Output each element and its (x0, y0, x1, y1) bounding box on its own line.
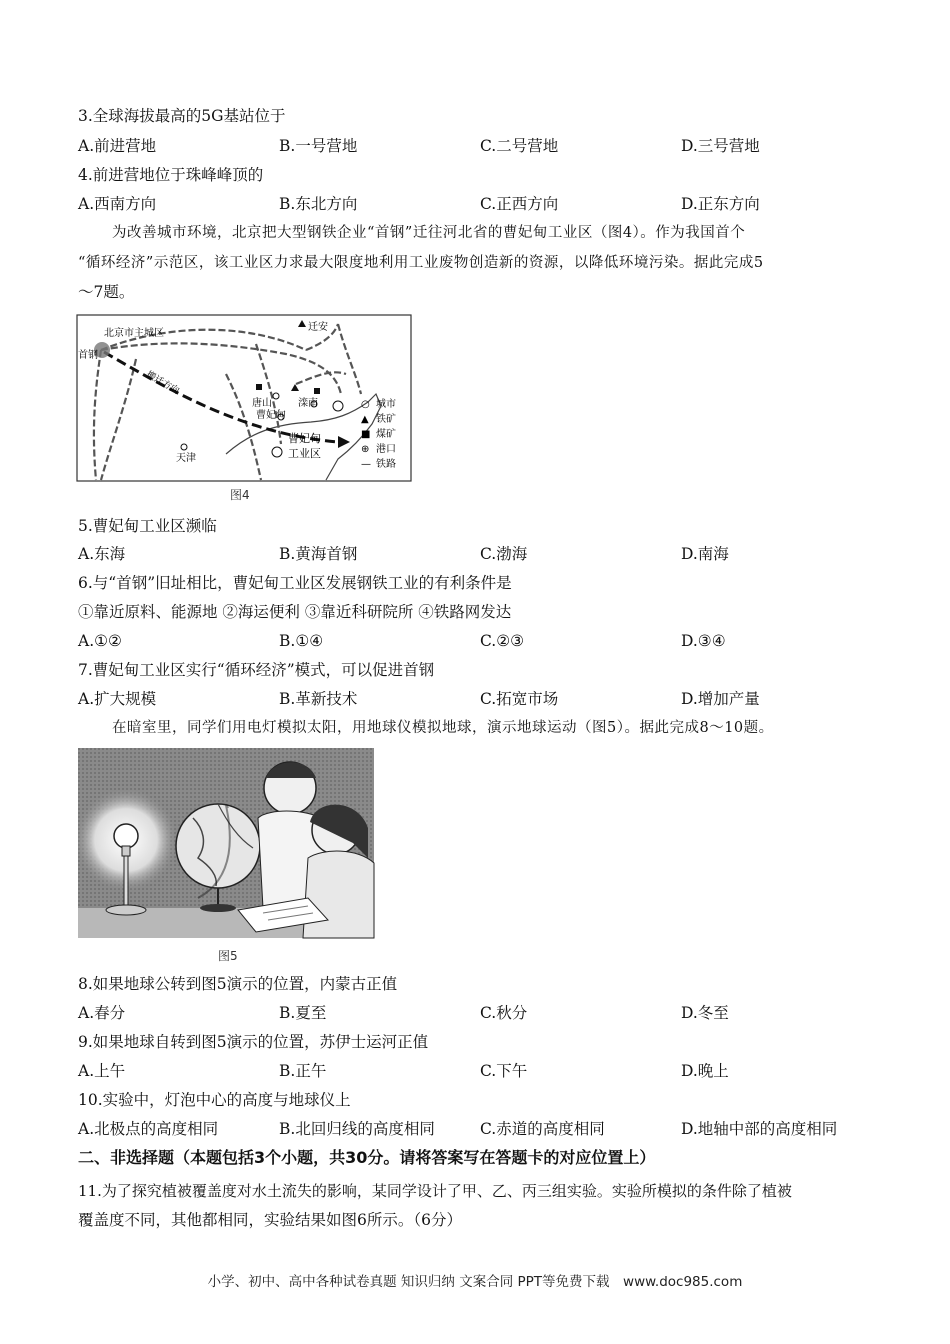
question-11-line-2: 覆盖度不同，其他都相同，实验结果如图6所示。（6分） (78, 1211, 462, 1229)
city-tianjin-icon (181, 444, 187, 450)
question-5-stem: 5.曹妃甸工业区濒临 (78, 517, 217, 535)
passage-2-line-1: 在暗室里，同学们用电灯模拟太阳，用地球仪模拟地球，演示地球运动（图5）。据此完成8～10题。 (112, 720, 774, 736)
bulb-socket (122, 846, 130, 856)
page-footer: 小学、初中、高中各种试卷真题 知识归纳 文案合同 PPT等免费下载 www.doc985.com (207, 1274, 743, 1290)
map-label-zone-2: 工业区 (288, 447, 321, 460)
question-5-option-d: D.南海 (681, 545, 729, 563)
coal-mine-icon (256, 384, 262, 390)
question-9-option-d: D.晚上 (681, 1062, 729, 1080)
girl-body (303, 851, 374, 938)
question-6-conditions: ①靠近原料、能源地 ②海运便利 ③靠近科研院所 ④铁路网发达 (78, 603, 512, 621)
map-label-tangshan: 唐山 (252, 398, 272, 409)
legend-symbol-port: ⊕ (361, 444, 370, 455)
legend-symbol-city: ○ (361, 399, 370, 410)
map-label-zone-1: 曹妃甸 (288, 432, 321, 445)
question-6-option-d: D.③④ (681, 632, 726, 650)
lamp-base (106, 905, 146, 915)
map-label-beijing: 北京市主城区 (104, 328, 164, 339)
figure-5-illustration (78, 748, 378, 966)
legend-label-city: 城市 (376, 399, 396, 410)
map-label-caofeidian: 曹妃甸 (256, 410, 286, 421)
question-3-option-d: D.三号营地 (681, 137, 760, 155)
city-tangshan-icon (273, 393, 279, 399)
figure-5-caption: 图5 (218, 949, 238, 963)
question-8-option-b: B.夏至 (279, 1004, 327, 1022)
question-5-option-a: A.东海 (78, 545, 126, 563)
map-legend (361, 397, 396, 470)
question-5-option-c: C.渤海 (480, 545, 528, 563)
map-label-direction: 搬迁方向 (144, 369, 181, 397)
question-6-stem: 6.与“首钢”旧址相比，曹妃甸工业区发展钢铁工业的有利条件是 (78, 574, 512, 592)
map-label-shougang: 首钢 (78, 350, 98, 361)
question-6-option-a: A.①② (78, 632, 122, 650)
question-8-stem: 8.如果地球公转到图5演示的位置，内蒙古正值 (78, 975, 398, 993)
question-3-option-b: B.一号营地 (279, 137, 358, 155)
legend-label-coal: 煤矿 (376, 429, 396, 440)
legend-symbol-iron: ▲ (361, 414, 369, 425)
question-7-option-c: C.拓宽市场 (480, 690, 559, 708)
question-4-option-d: D.正东方向 (681, 195, 760, 213)
map-label-luannan: 滦南 (298, 398, 318, 409)
legend-label-rail: 铁路 (376, 459, 396, 470)
lamp-stem (124, 856, 128, 908)
question-5-option-b: B.黄海首钢 (279, 545, 358, 563)
question-6-option-c: C.②③ (480, 632, 525, 650)
question-11-line-1: 11.为了探究植被覆盖度对水土流失的影响，某同学设计了甲、乙、丙三组实验。实验所模拟的条件除了植被 (78, 1182, 792, 1200)
question-7-option-a: A.扩大规模 (78, 690, 157, 708)
map-frame (77, 315, 411, 481)
question-10-option-b: B.北回归线的高度相同 (279, 1120, 435, 1138)
question-9-stem: 9.如果地球自转到图5演示的位置，苏伊士运河正值 (78, 1033, 429, 1051)
legend-label-iron: 铁矿 (376, 414, 396, 425)
figure-4-caption: 图4 (230, 488, 250, 502)
question-7-option-d: D.增加产量 (681, 690, 760, 708)
question-4-option-c: C.正西方向 (480, 195, 559, 213)
question-10-option-a: A.北极点的高度相同 (78, 1120, 219, 1138)
light-bulb-icon (114, 824, 138, 848)
passage-1-line-1: 为改善城市环境，北京把大型钢铁企业“首钢”迁往河北省的曹妃甸工业区（图4）。作为我国首个 (112, 225, 746, 241)
passage-1-line-3: ～7题。 (78, 283, 135, 301)
question-3-stem: 3.全球海拔最高的5G基站位于 (78, 107, 286, 125)
globe-icon (176, 804, 260, 888)
question-4-option-a: A.西南方向 (78, 195, 157, 213)
question-7-stem: 7.曹妃甸工业区实行“循环经济”模式，可以促进首钢 (78, 661, 435, 679)
question-4-stem: 4.前进营地位于珠峰峰顶的 (78, 166, 264, 184)
question-8-option-d: D.冬至 (681, 1004, 729, 1022)
figure-4-map (76, 314, 416, 504)
globe-base (200, 904, 236, 912)
port-icon-2 (272, 447, 282, 457)
question-8-option-c: C.秋分 (480, 1004, 528, 1022)
legend-symbol-coal: ■ (361, 429, 371, 440)
question-9-option-a: A.上午 (78, 1062, 126, 1080)
question-6-option-b: B.①④ (279, 632, 324, 650)
section-2-title: 二、非选择题（本题包括3个小题，共30分。请将答案写在答题卡的对应位置上） (78, 1148, 656, 1167)
legend-label-port: 港口 (376, 444, 396, 455)
passage-1-line-2: “循环经济”示范区，该工业区力求最大限度地利用工业废物创造新的资源，以降低环境污染。据此完成5 (78, 255, 764, 271)
question-3-option-c: C.二号营地 (480, 137, 559, 155)
question-10-option-c: C.赤道的高度相同 (480, 1120, 605, 1138)
question-10-stem: 10.实验中，灯泡中心的高度与地球仪上 (78, 1091, 351, 1109)
legend-symbol-rail: — (361, 459, 371, 470)
port-icon (333, 401, 343, 411)
question-9-option-c: C.下午 (480, 1062, 528, 1080)
question-4-option-b: B.东北方向 (279, 195, 358, 213)
question-9-option-b: B.正午 (279, 1062, 327, 1080)
question-7-option-b: B.革新技术 (279, 690, 358, 708)
coal-mine-icon-2 (314, 388, 320, 394)
map-label-qianan: 迁安 (308, 322, 328, 333)
map-label-tianjin: 天津 (176, 453, 196, 464)
question-3-option-a: A.前进营地 (78, 137, 157, 155)
question-10-option-d: D.地轴中部的高度相同 (681, 1120, 838, 1138)
question-8-option-a: A.春分 (78, 1004, 126, 1022)
